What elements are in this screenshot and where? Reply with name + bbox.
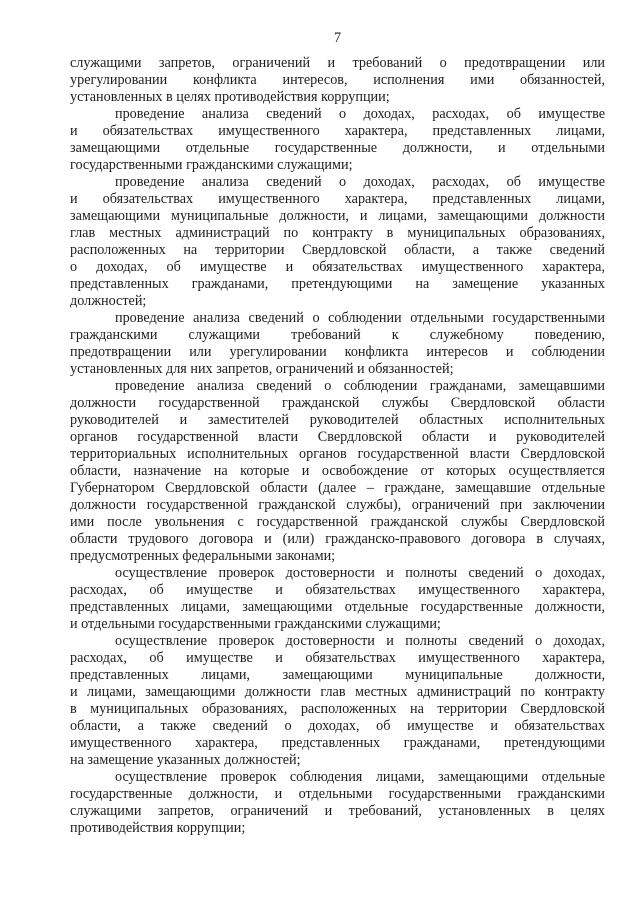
text-line: служащими запретов, ограничений и требований о предотвращении или bbox=[70, 55, 605, 71]
text-line: органов государственной власти Свердловской области и руководителей bbox=[70, 429, 605, 445]
text-line: Губернатором Свердловской области (далее – граждане, замещавшие отдельные bbox=[70, 480, 605, 496]
text-line: должностей; bbox=[70, 293, 147, 309]
text-line: предусмотренных федеральными законами; bbox=[70, 548, 336, 564]
continued-paragraph bbox=[70, 55, 605, 106]
text-line: представленных лицами, замещающими муниципальные должности, bbox=[70, 667, 605, 683]
text-line: предотвращении или урегулировании конфликта интересов и соблюдении bbox=[70, 344, 605, 360]
text-line: расходах, об имуществе и обязательствах имущественного характера, bbox=[70, 582, 605, 598]
text-line: государственными гражданскими служащими; bbox=[70, 157, 353, 173]
text-line: имущественного характера, представленных гражданами, претендующими bbox=[70, 735, 605, 751]
text-line: глав местных администраций по контракту в муниципальных образованиях, bbox=[70, 225, 605, 241]
paragraph bbox=[70, 310, 605, 378]
text-line: замещающими муниципальные должности, и лицами, замещающими должности bbox=[70, 208, 605, 224]
text-line: области, а также сведений о доходах, об имуществе и обязательствах bbox=[70, 718, 605, 734]
text-line: установленных для них запретов, ограничений и обязанностей; bbox=[70, 361, 454, 377]
text-line: о доходах, об имуществе и обязательствах имущественного характера, bbox=[70, 259, 605, 275]
text-line: представленных гражданами, претендующими на замещение указанных bbox=[70, 276, 605, 292]
paragraph bbox=[70, 106, 605, 174]
text-line: должности государственной гражданской службы Свердловской области bbox=[70, 395, 605, 411]
text-line: противодействия коррупции; bbox=[70, 820, 246, 836]
paragraph bbox=[70, 633, 605, 769]
text-line: проведение анализа сведений о доходах, расходах, об имуществе bbox=[115, 174, 605, 190]
paragraph bbox=[70, 565, 605, 633]
text-line: осуществление проверок соблюдения лицами, замещающими отдельные bbox=[115, 769, 605, 785]
text-line: государственные должности, и отдельными государственными гражданскими bbox=[70, 786, 605, 802]
text-line: гражданскими служащими требований к служебному поведению, bbox=[70, 327, 605, 343]
text-line: области трудового договора и (или) гражданско-правового договора в случаях, bbox=[70, 531, 605, 547]
text-line: и обязательствах имущественного характера, представленных лицами, bbox=[70, 123, 605, 139]
text-line: проведение анализа сведений о соблюдении отдельными государственными bbox=[115, 310, 605, 326]
text-line: проведение анализа сведений о соблюдении гражданами, замещавшими bbox=[115, 378, 605, 394]
paragraph bbox=[70, 174, 605, 310]
text-line: должности государственной гражданской службы), ограничений при заключении bbox=[70, 497, 605, 513]
text-line: расходах, об имуществе и обязательствах имущественного характера, bbox=[70, 650, 605, 666]
text-line: и обязательствах имущественного характера, представленных лицами, bbox=[70, 191, 605, 207]
text-line: установленных в целях противодействия коррупции; bbox=[70, 89, 390, 105]
document-body bbox=[70, 55, 605, 837]
text-line: руководителей и заместителей руководителей областных исполнительных bbox=[70, 412, 605, 428]
text-line: осуществление проверок достоверности и полноты сведений о доходах, bbox=[115, 633, 605, 649]
paragraph bbox=[70, 769, 605, 837]
text-line: области, назначение на которые и освобождение от которых осуществляется bbox=[70, 463, 605, 479]
text-line: и лицами, замещающими должности глав местных администраций по контракту bbox=[70, 684, 605, 700]
paragraph bbox=[70, 378, 605, 565]
paragraph-list bbox=[70, 106, 605, 837]
text-line: в муниципальных образованиях, расположенных на территории Свердловской bbox=[70, 701, 605, 717]
text-line: проведение анализа сведений о доходах, расходах, об имуществе bbox=[115, 106, 605, 122]
text-line: и отдельными государственными гражданскими служащими; bbox=[70, 616, 441, 632]
text-line: урегулировании конфликта интересов, исполнения ими обязанностей, bbox=[70, 72, 605, 88]
page-number: 7 bbox=[333, 30, 342, 46]
text-line: замещающими отдельные государственные должности, и отдельными bbox=[70, 140, 605, 156]
text-line: на замещение указанных должностей; bbox=[70, 752, 301, 768]
text-line: представленных лицами, замещающими отдельные государственные должности, bbox=[70, 599, 605, 615]
text-line: ими после увольнения с государственной гражданской службы Свердловской bbox=[70, 514, 605, 530]
text-line: территориальных исполнительных органов государственной власти Свердловской bbox=[70, 446, 605, 462]
text-line: служащими запретов, ограничений и требований, установленных в целях bbox=[70, 803, 605, 819]
text-line: осуществление проверок достоверности и полноты сведений о доходах, bbox=[115, 565, 605, 581]
text-line: расположенных на территории Свердловской области, а также сведений bbox=[70, 242, 605, 258]
